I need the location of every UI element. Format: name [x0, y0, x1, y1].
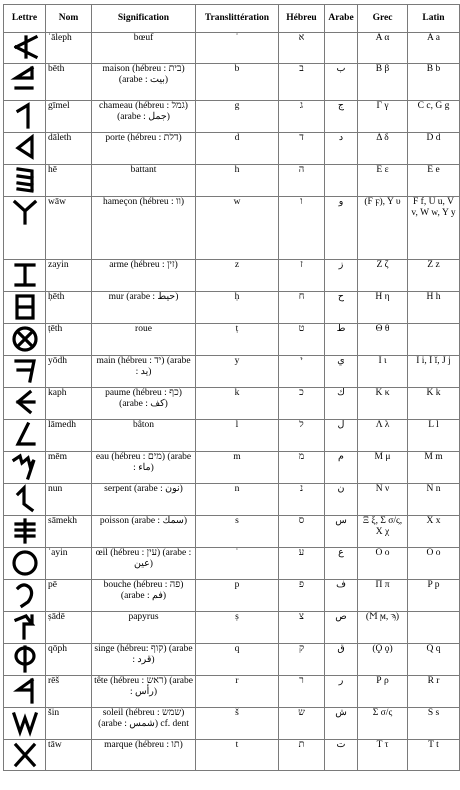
signification-cell: bœuf — [92, 33, 196, 64]
mem-glyph — [6, 452, 43, 482]
hebrew-cell: פ — [279, 580, 325, 612]
signification-cell: singe (hébreu: קוף) (arabe : قرد) — [92, 644, 196, 676]
translit-cell: g — [196, 101, 279, 133]
letter-cell — [4, 420, 46, 452]
signification-cell: mur (arabe : حيط) — [92, 292, 196, 324]
letter-cell — [4, 484, 46, 516]
beth-glyph — [6, 64, 43, 94]
ayin-glyph — [6, 548, 43, 578]
letter-cell — [4, 197, 46, 260]
greek-cell: Κ κ — [358, 388, 408, 420]
kaph-glyph — [6, 388, 43, 418]
hebrew-cell: ג — [279, 101, 325, 133]
nom-cell: mēm — [46, 452, 92, 484]
arabic-cell: ن — [325, 484, 358, 516]
yodh-glyph — [6, 356, 43, 386]
table-row — [4, 484, 460, 516]
table-row — [4, 452, 460, 484]
greek-cell: Θ θ — [358, 324, 408, 356]
letter-cell — [4, 133, 46, 165]
table-row — [4, 708, 460, 740]
taw-glyph — [6, 740, 43, 770]
hebrew-cell: ח — [279, 292, 325, 324]
letter-cell — [4, 388, 46, 420]
table-row — [4, 324, 460, 356]
samekh-glyph — [6, 516, 43, 546]
header-latin: Latin — [408, 5, 460, 33]
arabic-cell: ش — [325, 708, 358, 740]
greek-cell: Ι ι — [358, 356, 408, 388]
arabic-cell: ز — [325, 260, 358, 292]
letter-cell — [4, 452, 46, 484]
nom-cell: hē — [46, 165, 92, 197]
letter-cell — [4, 580, 46, 612]
greek-cell: Ε ε — [358, 165, 408, 197]
signification-cell: porte (hébreu : דלת) — [92, 133, 196, 165]
translit-cell: ḥ — [196, 292, 279, 324]
arabic-cell: س — [325, 516, 358, 548]
translit-cell: k — [196, 388, 279, 420]
teth-glyph — [6, 324, 43, 354]
nom-cell: nun — [46, 484, 92, 516]
signification-cell: main (hébreu : יד) (arabe : يد) — [92, 356, 196, 388]
table-row — [4, 612, 460, 644]
shin-glyph — [6, 708, 43, 738]
hebrew-cell: צ — [279, 612, 325, 644]
translit-cell: r — [196, 676, 279, 708]
arabic-cell: د — [325, 133, 358, 165]
translit-cell: h — [196, 165, 279, 197]
letter-cell — [4, 101, 46, 133]
table-row — [4, 644, 460, 676]
translit-cell: t — [196, 740, 279, 771]
nom-cell: pē — [46, 580, 92, 612]
nom-cell: šin — [46, 708, 92, 740]
signification-cell: eau (hébreu : מים) (arabe : ماء) — [92, 452, 196, 484]
translit-cell: y — [196, 356, 279, 388]
translit-cell: m — [196, 452, 279, 484]
hebrew-cell: ה — [279, 165, 325, 197]
latin-cell: N n — [408, 484, 460, 516]
greek-cell: Μ μ — [358, 452, 408, 484]
table-row — [4, 64, 460, 101]
letter-cell — [4, 516, 46, 548]
signification-cell: soleil (hébreu : שמש) (arabe : شمس) cf. dent — [92, 708, 196, 740]
letter-cell — [4, 740, 46, 771]
greek-cell: Β β — [358, 64, 408, 101]
lamedh-glyph — [6, 420, 43, 450]
arabic-cell: ل — [325, 420, 358, 452]
latin-cell: O o — [408, 548, 460, 580]
latin-cell: S s — [408, 708, 460, 740]
translit-cell: n — [196, 484, 279, 516]
table-row — [4, 420, 460, 452]
header-arabe: Arabe — [325, 5, 358, 33]
latin-cell: A a — [408, 33, 460, 64]
he-glyph — [6, 165, 43, 195]
arabic-cell: ع — [325, 548, 358, 580]
nom-cell: ṭēth — [46, 324, 92, 356]
greek-cell: Ρ ρ — [358, 676, 408, 708]
translit-cell: q — [196, 644, 279, 676]
nom-cell: wāw — [46, 197, 92, 260]
arabic-cell — [325, 33, 358, 64]
daleth-glyph — [6, 133, 43, 163]
arabic-cell: ب — [325, 64, 358, 101]
nom-cell: ʿayin — [46, 548, 92, 580]
signification-cell: arme (hébreu : זין) — [92, 260, 196, 292]
latin-cell: F f, U u, V v, W w, Y y — [408, 197, 460, 260]
nom-cell: lāmedh — [46, 420, 92, 452]
signification-cell: papyrus — [92, 612, 196, 644]
greek-cell: (Ϻ ϻ, ϡ) — [358, 612, 408, 644]
arabic-cell — [325, 165, 358, 197]
phoenician-alphabet-table — [3, 4, 460, 771]
table-row — [4, 292, 460, 324]
signification-cell: tête (hébreu : ראש) (arabe : رأس) — [92, 676, 196, 708]
latin-cell: D d — [408, 133, 460, 165]
greek-cell: Α α — [358, 33, 408, 64]
letter-cell — [4, 612, 46, 644]
nom-cell: qōph — [46, 644, 92, 676]
heth-glyph — [6, 292, 43, 322]
signification-cell: serpent (arabe : نون) — [92, 484, 196, 516]
arabic-cell: ح — [325, 292, 358, 324]
hebrew-cell: נ — [279, 484, 325, 516]
latin-cell: Z z — [408, 260, 460, 292]
translit-cell: s — [196, 516, 279, 548]
arabic-cell: ط — [325, 324, 358, 356]
letter-cell — [4, 165, 46, 197]
arabic-cell: ي — [325, 356, 358, 388]
signification-cell: battant — [92, 165, 196, 197]
hebrew-cell: ת — [279, 740, 325, 771]
pe-glyph — [6, 580, 43, 610]
translit-cell: ṣ — [196, 612, 279, 644]
signification-cell: hameçon (hébreu : וו) — [92, 197, 196, 260]
table-row — [4, 548, 460, 580]
arabic-cell: م — [325, 452, 358, 484]
latin-cell: E e — [408, 165, 460, 197]
hebrew-cell: כ — [279, 388, 325, 420]
hebrew-cell: ז — [279, 260, 325, 292]
signification-cell: roue — [92, 324, 196, 356]
header-grec: Grec — [358, 5, 408, 33]
latin-cell: K k — [408, 388, 460, 420]
hebrew-cell: מ — [279, 452, 325, 484]
header-row — [4, 5, 460, 33]
gimel-glyph — [6, 101, 43, 131]
letter-cell — [4, 356, 46, 388]
greek-cell: Ξ ξ, Σ σ/ς, Χ χ — [358, 516, 408, 548]
translit-cell: š — [196, 708, 279, 740]
waw-glyph — [6, 197, 43, 227]
latin-cell — [408, 612, 460, 644]
latin-cell: H h — [408, 292, 460, 324]
greek-cell: Γ γ — [358, 101, 408, 133]
letter-cell — [4, 292, 46, 324]
hebrew-cell: י — [279, 356, 325, 388]
latin-cell — [408, 324, 460, 356]
greek-cell: Η η — [358, 292, 408, 324]
greek-cell: Ν ν — [358, 484, 408, 516]
letter-cell — [4, 260, 46, 292]
table-row — [4, 260, 460, 292]
hebrew-cell: ע — [279, 548, 325, 580]
greek-cell: (Ϙ ϙ) — [358, 644, 408, 676]
table-row — [4, 165, 460, 197]
letter-cell — [4, 548, 46, 580]
nom-cell: ʾāleph — [46, 33, 92, 64]
translit-cell: w — [196, 197, 279, 260]
translit-cell: ʾ — [196, 33, 279, 64]
translit-cell: l — [196, 420, 279, 452]
resh-glyph — [6, 676, 43, 706]
latin-cell: B b — [408, 64, 460, 101]
signification-cell: œil (hébreu : עין) (arabe : عين) — [92, 548, 196, 580]
translit-cell: p — [196, 580, 279, 612]
nom-cell: zayin — [46, 260, 92, 292]
hebrew-cell: ל — [279, 420, 325, 452]
latin-cell: C c, G g — [408, 101, 460, 133]
table-row — [4, 740, 460, 771]
arabic-cell: ك — [325, 388, 358, 420]
header-signification: Signification — [92, 5, 196, 33]
signification-cell: bouche (hébreu : פה) (arabe : فم) — [92, 580, 196, 612]
arabic-cell: ج — [325, 101, 358, 133]
latin-cell: X x — [408, 516, 460, 548]
table-row — [4, 33, 460, 64]
arabic-cell: ت — [325, 740, 358, 771]
hebrew-cell: ב — [279, 64, 325, 101]
arabic-cell: ف — [325, 580, 358, 612]
table-row — [4, 356, 460, 388]
qoph-glyph — [6, 644, 43, 674]
latin-cell: L l — [408, 420, 460, 452]
hebrew-cell: ש — [279, 708, 325, 740]
arabic-cell: ر — [325, 676, 358, 708]
greek-cell: Ο ο — [358, 548, 408, 580]
greek-cell: Δ δ — [358, 133, 408, 165]
greek-cell: Ζ ζ — [358, 260, 408, 292]
hebrew-cell: ו — [279, 197, 325, 260]
signification-cell: bâton — [92, 420, 196, 452]
nom-cell: tāw — [46, 740, 92, 771]
translit-cell: z — [196, 260, 279, 292]
table-row — [4, 388, 460, 420]
latin-cell: Q q — [408, 644, 460, 676]
letter-cell — [4, 64, 46, 101]
zayin-glyph — [6, 260, 43, 290]
hebrew-cell: ד — [279, 133, 325, 165]
hebrew-cell: ס — [279, 516, 325, 548]
translit-cell: ʿ — [196, 548, 279, 580]
table-row — [4, 197, 460, 260]
latin-cell: M m — [408, 452, 460, 484]
letter-cell — [4, 676, 46, 708]
greek-cell: Σ σ/ς — [358, 708, 408, 740]
translit-cell: ṭ — [196, 324, 279, 356]
arabic-cell: ق — [325, 644, 358, 676]
hebrew-cell: א — [279, 33, 325, 64]
signification-cell: paume (hébreu : כף) (arabe : كف) — [92, 388, 196, 420]
signification-cell: maison (hébreu : בית) (arabe : بيت) — [92, 64, 196, 101]
latin-cell: P p — [408, 580, 460, 612]
hebrew-cell: ר — [279, 676, 325, 708]
nun-glyph — [6, 484, 43, 514]
nom-cell: kaph — [46, 388, 92, 420]
hebrew-cell: ט — [279, 324, 325, 356]
letter-cell — [4, 324, 46, 356]
nom-cell: dāleth — [46, 133, 92, 165]
greek-cell: Π π — [358, 580, 408, 612]
aleph-glyph — [6, 33, 43, 63]
arabic-cell: ص — [325, 612, 358, 644]
signification-cell: poisson (arabe : سمك) — [92, 516, 196, 548]
table-row — [4, 516, 460, 548]
letter-cell — [4, 33, 46, 64]
latin-cell: R r — [408, 676, 460, 708]
greek-cell: Λ λ — [358, 420, 408, 452]
translit-cell: b — [196, 64, 279, 101]
nom-cell: yōdh — [46, 356, 92, 388]
nom-cell: rēš — [46, 676, 92, 708]
hebrew-cell: ק — [279, 644, 325, 676]
table-row — [4, 580, 460, 612]
header-hebreu: Hébreu — [279, 5, 325, 33]
header-lettre: Lettre — [4, 5, 46, 33]
header-translitteration: Translittération — [196, 5, 279, 33]
latin-cell: T t — [408, 740, 460, 771]
table-row — [4, 133, 460, 165]
table-row — [4, 101, 460, 133]
nom-cell: ṣādē — [46, 612, 92, 644]
nom-cell: bēth — [46, 64, 92, 101]
nom-cell: ḥēth — [46, 292, 92, 324]
greek-cell: (Ϝ ϝ), Υ υ — [358, 197, 408, 260]
nom-cell: gīmel — [46, 101, 92, 133]
arabic-cell: و — [325, 197, 358, 260]
letter-cell — [4, 644, 46, 676]
translit-cell: d — [196, 133, 279, 165]
nom-cell: sāmekh — [46, 516, 92, 548]
signification-cell: marque (hébreu : תו) — [92, 740, 196, 771]
sade-glyph — [6, 612, 43, 642]
letter-cell — [4, 708, 46, 740]
greek-cell: Τ τ — [358, 740, 408, 771]
table-row — [4, 676, 460, 708]
header-nom: Nom — [46, 5, 92, 33]
signification-cell: chameau (hébreu : גמל) (arabe : جمل) — [92, 101, 196, 133]
latin-cell: I i, Ĭ ĭ, J j — [408, 356, 460, 388]
